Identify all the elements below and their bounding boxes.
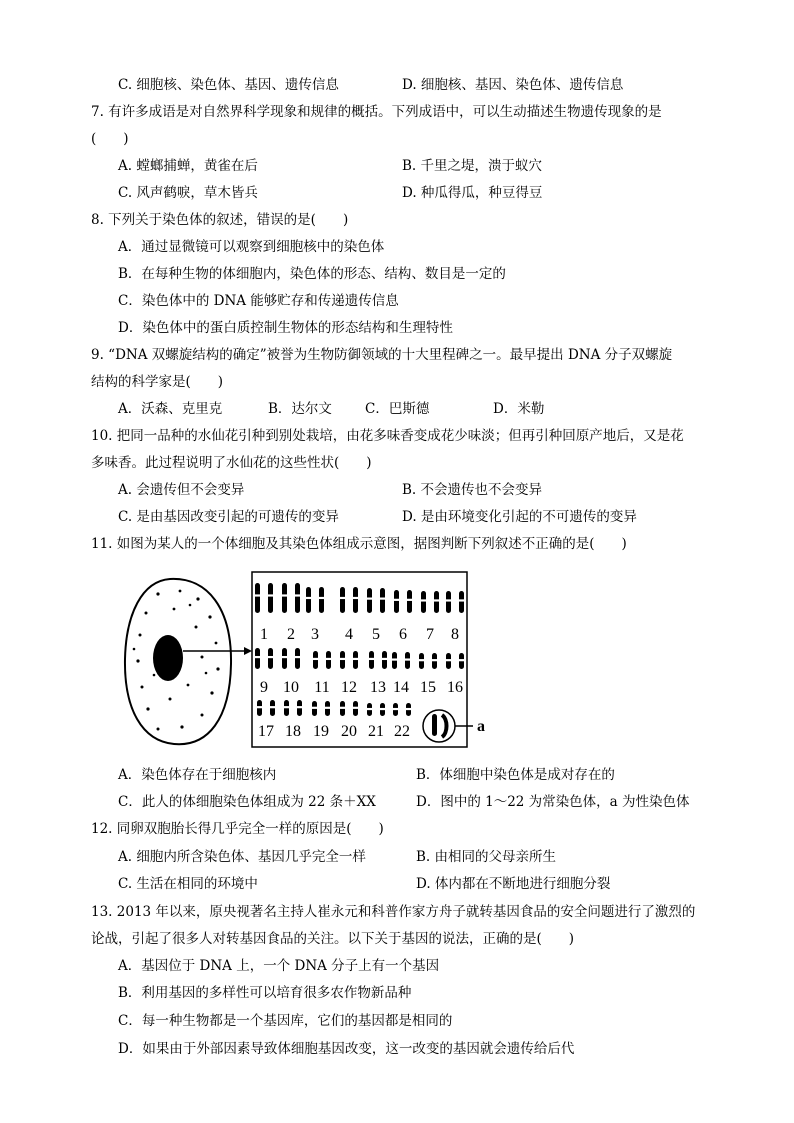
chromosome-centromere — [312, 707, 318, 709]
q11-stem: 11. 如图为某人的一个体细胞及其染色体组成示意图，据图判断下列叙述不正确的是( ) — [91, 536, 627, 552]
q12-option-d: D. 体内都在不断地进行细胞分裂 — [416, 876, 611, 892]
chromosome — [459, 591, 464, 613]
q7-option-c: C. 风声鹤唳，草木皆兵 — [118, 185, 258, 201]
q13-stem-cont: 论战，引起了很多人对转基因食品的关注。以下关于基因的说法，正确的是( ) — [91, 931, 575, 947]
chromosome — [446, 591, 451, 613]
q7-option-d: D. 种瓜得瓜，种豆得豆 — [402, 185, 543, 201]
q9-option-a: A．沃森、克里克 — [118, 401, 223, 417]
chromosome-centromere — [326, 658, 332, 660]
chromosome-centromere — [295, 594, 301, 596]
q8-stem: 8. 下列关于染色体的叙述，错误的是( ) — [91, 212, 349, 228]
chromosome-centromere — [319, 597, 325, 599]
q7-stem-cont: ( ) — [91, 131, 129, 147]
chromosome — [319, 587, 324, 613]
chromosome-centromere — [405, 658, 411, 660]
chromosome-centromere — [257, 706, 263, 708]
q10-option-a: A. 会遗传但不会变异 — [118, 482, 245, 498]
q8-option-c: C．染色体中的 DNA 能够贮存和传递遗传信息 — [118, 293, 399, 309]
chromosome-centromere — [306, 597, 312, 599]
chromosome-number: 20 — [341, 723, 357, 740]
chromosome-number: 3 — [311, 626, 319, 643]
chromosome-number: 11 — [314, 679, 330, 696]
chromosome-centromere — [268, 594, 274, 596]
chromosome-centromere — [340, 707, 346, 709]
chromosome-centromere — [459, 659, 465, 661]
chromosome-centromere — [325, 707, 331, 709]
chromosome-number: 6 — [399, 626, 407, 643]
chromosome-number: 14 — [393, 679, 409, 696]
chromosome-centromere — [382, 658, 388, 660]
q12-option-c: C. 生活在相同的环境中 — [118, 876, 258, 892]
q9-option-c: C．巴斯德 — [365, 401, 430, 417]
chromosome-centromere — [284, 706, 290, 708]
q9-stem: 9. “DNA 双螺旋结构的确定”被誉为生物防御领域的十大里程碑之一。最早提出 DNA 分子双螺旋 — [91, 347, 673, 363]
q11-option-a: A．染色体存在于细胞核内 — [118, 767, 277, 783]
chromosome-number: 19 — [313, 723, 329, 740]
chromosome-centromere — [282, 656, 288, 658]
q8-option-b: B．在每种生物的体细胞内，染色体的形态、结构、数目是一定的 — [118, 266, 506, 282]
q13-stem: 13. 2013 年以来，原央视著名主持人崔永元和科普作家方舟子就转基因食品的安全问题进行了激烈的 — [91, 904, 696, 920]
chromosome-centromere — [419, 659, 425, 661]
chromosome — [282, 583, 287, 613]
q9-option-b: B．达尔文 — [268, 401, 332, 417]
q11-option-d: D．图中的 1～22 为常染色体，a 为性染色体 — [416, 794, 690, 810]
chromosome-centromere — [434, 599, 440, 601]
chromosome-number: 13 — [370, 679, 386, 696]
chromosome-centromere — [268, 656, 274, 658]
chromosome-centromere — [255, 594, 261, 596]
q10-option-d: D. 是由环境变化引起的不可遗传的变异 — [402, 509, 637, 525]
chromosome-centromere — [295, 656, 301, 658]
q10-stem-cont: 多味香。此过程说明了水仙花的这些性状( ) — [91, 455, 372, 471]
chromosome — [353, 587, 358, 613]
chromosome — [306, 587, 311, 613]
chromosome-number: 9 — [260, 679, 268, 696]
q6-option-c: C. 细胞核、染色体、基因、遗传信息 — [118, 77, 339, 93]
chromosome-number: 8 — [451, 626, 459, 643]
chromosome-centromere — [459, 599, 465, 601]
chromosome-number: 4 — [345, 626, 353, 643]
q12-option-a: A. 细胞内所含染色体、基因几乎完全一样 — [118, 849, 366, 865]
chromosome-centromere — [367, 708, 373, 710]
q13-option-a: A．基因位于 DNA 上，一个 DNA 分子上有一个基因 — [118, 958, 440, 974]
chromosome-centromere — [432, 659, 438, 661]
chromosome-number: 7 — [426, 626, 434, 643]
q12-stem: 12. 同卵双胞胎长得几乎完全一样的原因是( ) — [91, 821, 384, 837]
chromosome — [255, 648, 260, 669]
chromosome — [421, 591, 426, 613]
q11-option-b: B．体细胞中染色体是成对存在的 — [416, 767, 615, 783]
chromosome-centromere — [340, 658, 346, 660]
chromosome — [282, 648, 287, 669]
q10-option-b: B. 不会遗传也不会变异 — [402, 482, 543, 498]
chromosome-centromere — [270, 706, 276, 708]
q9-option-d: D．米勒 — [493, 401, 545, 417]
chromosome-centromere — [282, 594, 288, 596]
chromosome-centromere — [406, 708, 412, 710]
cell-nucleus — [153, 635, 183, 681]
q11-figure — [118, 569, 498, 749]
chromosome — [367, 588, 372, 613]
q7-stem: 7. 有许多成语是对自然界科学现象和规律的概括。下列成语中，可以生动描述生物遗传现象的是 — [91, 104, 662, 120]
q12-option-b: B. 由相同的父母亲所生 — [416, 849, 557, 865]
q10-option-c: C. 是由基因改变引起的可遗传的变异 — [118, 509, 339, 525]
chromosome — [407, 590, 412, 613]
chromosome-centromere — [446, 599, 452, 601]
chromosome-number: 16 — [447, 679, 463, 696]
chromosome-centromere — [353, 658, 359, 660]
chromosome-centromere — [421, 599, 427, 601]
q10-stem: 10. 把同一品种的水仙花引种到别处栽培，由花多味香变成花少味淡；但再引种回原产地后，又是花 — [91, 428, 684, 444]
q8-option-d: D．染色体中的蛋白质控制生物体的形态结构和生理特性 — [118, 320, 453, 336]
chromosome-number: 22 — [394, 723, 410, 740]
q13-option-b: B．利用基因的多样性可以培育很多农作物新品种 — [118, 985, 412, 1001]
chromosome-centromere — [255, 656, 261, 658]
chromosome-centromere — [392, 658, 398, 660]
chromosome-centromere — [313, 658, 319, 660]
q7-option-b: B. 千里之堤，溃于蚁穴 — [402, 158, 543, 174]
q11-option-c: C．此人的体细胞染色体组成为 22 条＋XX — [118, 794, 376, 810]
chromosome-centromere — [446, 659, 452, 661]
chromosome — [432, 714, 437, 736]
q13-option-d: D．如果由于外部因素导致体细胞基因改变，这一改变的基因就会遗传给后代 — [118, 1041, 575, 1057]
chromosome — [295, 583, 300, 613]
q13-option-c: C．每一种生物都是一个基因库，它们的基因都是相同的 — [118, 1013, 453, 1029]
chromosome-centromere — [369, 658, 375, 660]
chromosome-centromere — [340, 597, 346, 599]
chromosome — [295, 648, 300, 669]
chromosome-centromere — [393, 708, 399, 710]
chromosome-centromere — [407, 599, 413, 601]
chromosome-number: 10 — [283, 679, 299, 696]
q6-option-d: D. 细胞核、基因、染色体、遗传信息 — [402, 77, 624, 93]
q8-option-a: A．通过显微镜可以观察到细胞核中的染色体 — [118, 239, 385, 255]
chromosome — [255, 583, 260, 613]
chromosome-number: 17 — [258, 723, 274, 740]
q9-stem-cont: 结构的科学家是( ) — [91, 374, 224, 390]
chromosome-number: 18 — [285, 723, 301, 740]
chromosome-centromere — [380, 598, 386, 600]
q7-option-a: A. 螳螂捕蝉，黄雀在后 — [118, 158, 258, 174]
chromosome-number: 1 — [260, 626, 268, 643]
chromosome-centromere — [297, 706, 303, 708]
chromosome — [394, 590, 399, 613]
chromosome — [340, 587, 345, 613]
chromosome — [268, 583, 273, 613]
chromosome-number: 2 — [287, 626, 295, 643]
chromosome-number: 5 — [372, 626, 380, 643]
chromosome — [434, 591, 439, 613]
chromosome — [268, 648, 273, 669]
chromosome-centromere — [353, 597, 359, 599]
chromosome-centromere — [353, 707, 359, 709]
chromosome-number: 15 — [420, 679, 436, 696]
chromosome — [380, 588, 385, 613]
chromosome-centromere — [367, 598, 373, 600]
label-a: a — [477, 718, 485, 735]
chromosome-centromere — [394, 599, 400, 601]
chromosome-number: 21 — [368, 723, 384, 740]
chromosome-number: 12 — [341, 679, 357, 696]
chromosome-centromere — [380, 708, 386, 710]
